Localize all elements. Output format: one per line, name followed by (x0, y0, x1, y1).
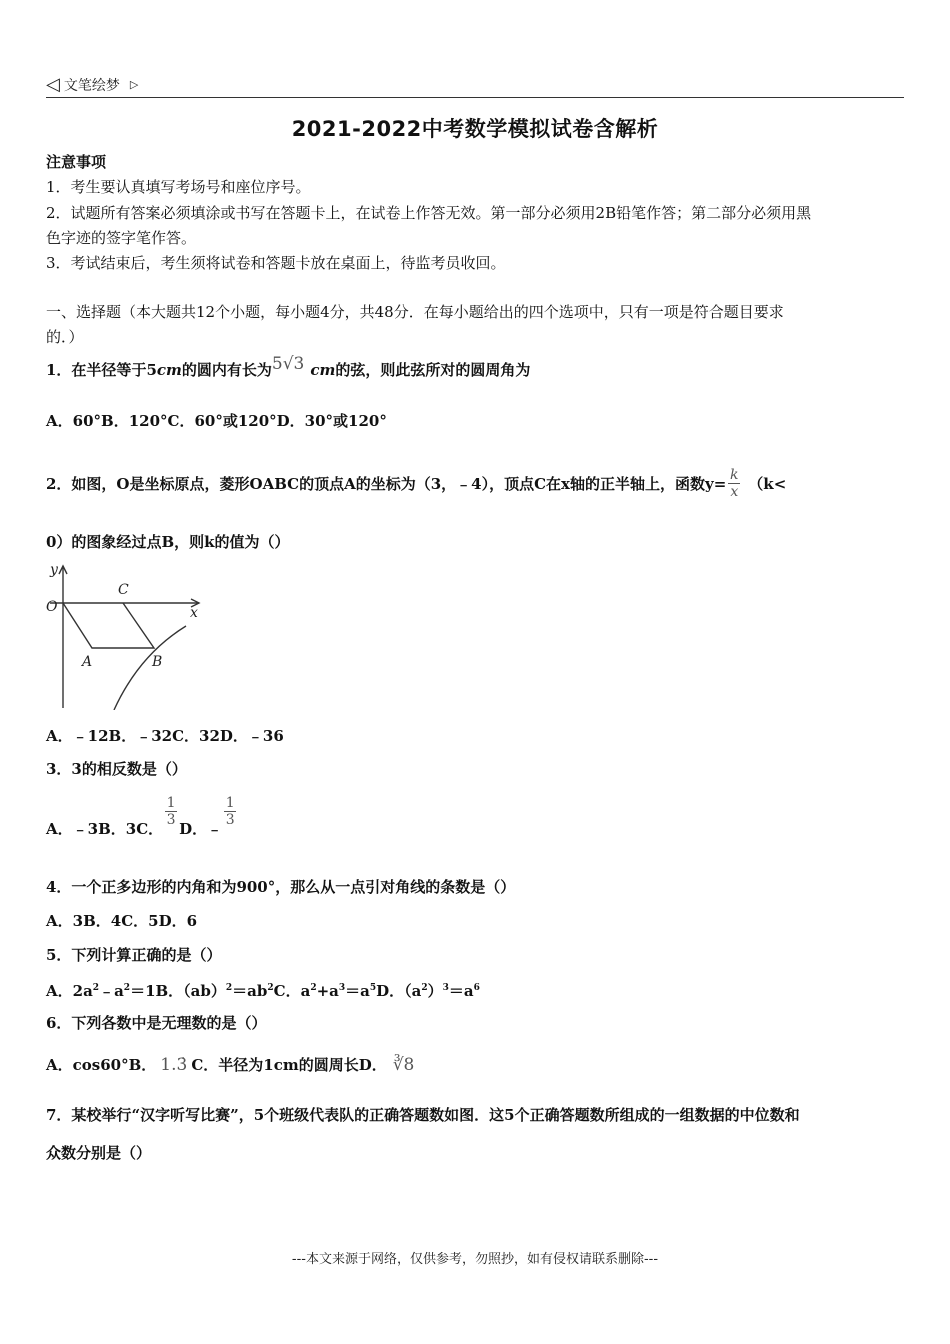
q3-options-abc: A．﹣3B．3C． (46, 819, 164, 838)
q5-sup: 3 (442, 983, 449, 993)
q2-text: 2．如图，O是坐标原点，菱形OABC的顶点A的坐标为（3，﹣4），顶点C在x轴的正半轴上，函数y= (46, 474, 727, 493)
q5-options (46, 978, 480, 1001)
q2-tail: （k< (748, 474, 787, 493)
q5-sup: 2 (123, 983, 131, 993)
q5-sup: 2 (225, 983, 233, 993)
triangle-right-icon: ▷ (129, 78, 139, 91)
notice-item-2a: 2．试题所有答案必须填涂或书写在答题卡上，在试卷上作答无效。第一部分必须用2B铅笔作答；第二部分必须用黑 (46, 204, 812, 222)
triangle-left-icon: ◁ (46, 74, 60, 95)
q2-numerator: k (730, 467, 739, 483)
q2-denominator: x (730, 484, 739, 500)
q5-sup: 2 (92, 983, 100, 993)
q5-part: ） (427, 982, 443, 1000)
rhombus (63, 603, 154, 648)
q2-options: A．﹣12B．﹣32C．32D．﹣36 (46, 727, 284, 745)
q5-sup: 6 (473, 983, 480, 993)
section-line-1: 一、选择题（本大题共12个小题，每小题4分，共48分．在每小题给出的四个选项中，只有一项是符合题目要求 (46, 303, 784, 321)
notice-item-2b: 色字迹的签字笔作答。 (46, 229, 197, 247)
section-line-2: 的．） (46, 328, 84, 346)
q2-line-2: 0）的图象经过点B，则k的值为（） (46, 533, 290, 551)
q3-fraction-c (165, 795, 177, 828)
notice-heading: 注意事项 (46, 153, 107, 171)
q5-sup: 2 (421, 983, 428, 993)
q3-c-denominator: 3 (166, 812, 176, 828)
q3-d-denominator: 3 (225, 812, 235, 828)
q5-part: ＝ab (232, 982, 268, 1000)
q3-option-d: D．﹣ (179, 819, 223, 838)
notice-item-3: 3．考试结束后，考生须将试卷和答题卡放在桌面上，待监考员收回。 (46, 254, 506, 272)
label-y: y (50, 562, 58, 578)
header-brand (46, 74, 138, 95)
q5-part: ＝a (448, 982, 474, 1000)
q3-fraction-d (224, 795, 236, 828)
q1-unit-2: cm (310, 361, 336, 379)
q3-options (46, 795, 238, 838)
q6-options-cd: C．半径为1cm的圆周长D． (191, 1056, 387, 1074)
q5-sup: 2 (267, 983, 274, 993)
question-3: 3．3的相反数是（） (46, 760, 187, 778)
q5-sup: 3 (338, 983, 346, 993)
question-5: 5．下列计算正确的是（） (46, 946, 222, 964)
q3-d-numerator: 1 (225, 795, 235, 811)
q5-part: ＝a (345, 982, 370, 1000)
question-2 (46, 445, 787, 500)
q1-options: A．60°B．120°C．60°或120°D．30°或120° (46, 412, 387, 430)
q1-unit-1: cm (156, 361, 182, 379)
q2-fraction (728, 467, 740, 500)
question-6: 6．下列各数中是无理数的是（） (46, 1014, 267, 1032)
footer-disclaimer: ---本文来源于网络，仅供参考，勿照抄，如有侵权请联系删除--- (291, 1252, 659, 1267)
label-o: O (46, 599, 58, 615)
q5-part: A．2a (46, 982, 93, 1000)
q1-expression: 5√3 (271, 354, 305, 374)
q5-part: +a (316, 982, 339, 1000)
q6-repeating-decimal: 1.3̇ (160, 1055, 188, 1075)
q6-options (46, 1055, 414, 1075)
hyperbola-curve (114, 626, 186, 710)
question-4: 4．一个正多边形的内角和为900°，那么从一点引对角线的条数是（） (46, 878, 516, 896)
q5-sup: 5 (369, 983, 377, 993)
q1-post: 的弦，则此弦所对的圆周角为 (335, 361, 531, 379)
question-7-line-2: 众数分别是（） (46, 1144, 152, 1162)
label-x: x (190, 605, 198, 621)
q3-c-numerator: 1 (166, 795, 176, 811)
notice-item-1: 1．考生要认真填写考场号和座位序号。 (46, 178, 311, 196)
page-title: 2021-2022中考数学模拟试卷含解析 (291, 117, 659, 141)
label-b: B (152, 654, 163, 670)
q5-part: ＝1B．（ab） (130, 982, 226, 1000)
q4-options: A．3B．4C．5D．6 (46, 912, 198, 930)
q1-mid: 的圆内有长为 (181, 361, 272, 379)
q6-options-ab: A．cos60°B． (46, 1056, 157, 1074)
q1-pre: 1．在半径等于5 (46, 361, 157, 379)
q2-figure (44, 560, 204, 710)
label-c: C (118, 582, 129, 598)
q5-sup: 2 (310, 983, 317, 993)
q5-part: D．（a (376, 982, 422, 1000)
q5-part: ﹣a (99, 982, 124, 1000)
q6-cube-root: ∛8 (392, 1055, 415, 1075)
q5-part: C．a (273, 982, 311, 1000)
question-7-line-1: 7．某校举行“汉字听写比赛”，5个班级代表队的正确答题数如图．这5个正确答题数所组成的一组数据的中位数和 (46, 1106, 800, 1124)
brand-text: 文笔绘梦 (63, 77, 120, 94)
label-a: A (82, 654, 93, 670)
header-divider (46, 97, 904, 98)
question-1 (46, 354, 531, 380)
